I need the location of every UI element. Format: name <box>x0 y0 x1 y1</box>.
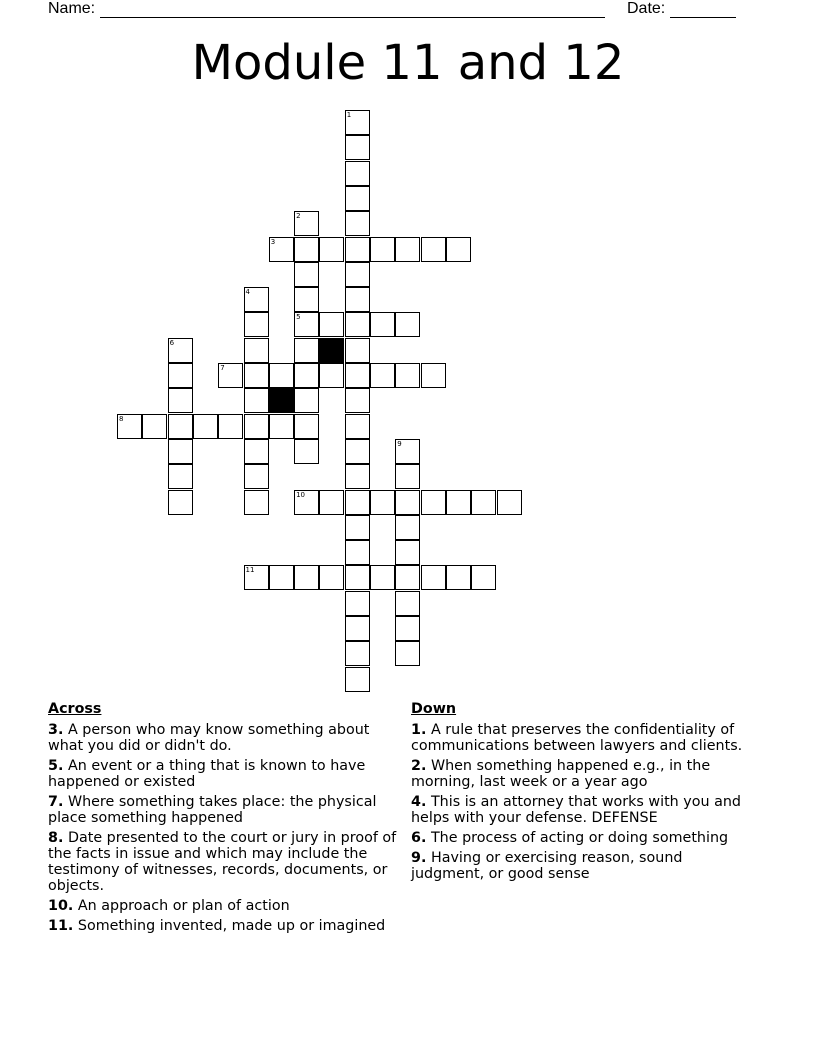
clue-number-label: 10 <box>296 490 306 499</box>
across-clue <box>48 758 398 790</box>
grid-cell[interactable] <box>370 363 395 388</box>
grid-cell[interactable] <box>294 439 319 464</box>
clue-text: A person who may know something about what you did or didn't do. <box>48 722 370 754</box>
grid-cell[interactable] <box>395 363 420 388</box>
down-clue <box>411 722 751 754</box>
grid-cell[interactable] <box>345 211 370 236</box>
grid-cell[interactable] <box>345 439 370 464</box>
clue-number: 4. <box>411 794 427 810</box>
down-clue <box>411 830 751 846</box>
grid-cell[interactable] <box>294 211 319 236</box>
clue-number: 9. <box>411 850 427 866</box>
clue-text: This is an attorney that works with you and helps with your defense. DEFENSE <box>411 794 741 826</box>
grid-cell[interactable] <box>168 388 193 413</box>
date-label: Date: <box>627 0 666 17</box>
across-clue <box>48 830 398 894</box>
grid-cell[interactable] <box>395 616 420 641</box>
clue-number: 11. <box>48 918 74 934</box>
grid-cell[interactable] <box>142 414 167 439</box>
grid-cell[interactable] <box>294 287 319 312</box>
grid-cell[interactable] <box>168 338 193 363</box>
clue-number: 10. <box>48 898 74 914</box>
grid-cell[interactable] <box>395 591 420 616</box>
grid-cell[interactable] <box>294 414 319 439</box>
grid-cell[interactable] <box>244 388 269 413</box>
clue-number: 6. <box>411 830 427 846</box>
clue-number: 8. <box>48 830 64 846</box>
clue-number-label: 3 <box>270 237 276 246</box>
grid-cell[interactable] <box>395 641 420 666</box>
grid-cell[interactable] <box>345 186 370 211</box>
grid-cell[interactable] <box>345 565 370 590</box>
name-label: Name: <box>48 0 96 17</box>
grid-cell[interactable] <box>345 414 370 439</box>
clue-number-label: 4 <box>245 288 250 297</box>
grid-black-cell <box>319 338 344 363</box>
grid-cell[interactable] <box>319 312 344 337</box>
grid-cell[interactable] <box>168 414 193 439</box>
clue-number: 5. <box>48 758 64 774</box>
grid-cell[interactable] <box>395 515 420 540</box>
grid-cell[interactable] <box>370 312 395 337</box>
across-heading: Across <box>48 701 102 717</box>
grid-cell[interactable] <box>421 363 446 388</box>
grid-cell[interactable] <box>244 338 269 363</box>
across-clue <box>48 722 398 754</box>
grid-cell[interactable] <box>269 565 294 590</box>
grid-cell[interactable] <box>345 591 370 616</box>
grid-cell[interactable] <box>168 439 193 464</box>
grid-cell[interactable] <box>395 540 420 565</box>
clue-number: 3. <box>48 722 64 738</box>
grid-cell[interactable] <box>244 439 269 464</box>
down-clue <box>411 758 751 790</box>
grid-cell[interactable] <box>345 161 370 186</box>
clue-number: 7. <box>48 794 64 810</box>
grid-cell[interactable] <box>345 641 370 666</box>
clue-text: Where something takes place: the physical place something happened <box>48 794 377 826</box>
across-clues <box>48 701 398 938</box>
grid-cell[interactable] <box>168 363 193 388</box>
grid-cell[interactable] <box>244 312 269 337</box>
grid-cell[interactable] <box>319 237 344 262</box>
grid-cell[interactable] <box>345 490 370 515</box>
grid-cell[interactable] <box>345 312 370 337</box>
grid-cell[interactable] <box>497 490 522 515</box>
grid-cell[interactable] <box>370 490 395 515</box>
clue-number-label: 1 <box>346 111 352 119</box>
grid-cell[interactable] <box>395 565 420 590</box>
grid-cell[interactable] <box>395 237 420 262</box>
grid-cell[interactable] <box>395 439 420 464</box>
down-clue <box>411 850 751 882</box>
down-heading: Down <box>411 701 457 717</box>
grid-cell[interactable] <box>294 237 319 262</box>
grid-cell[interactable] <box>168 464 193 489</box>
grid-cell[interactable] <box>294 262 319 287</box>
grid-cell[interactable] <box>345 363 370 388</box>
grid-cell[interactable] <box>370 565 395 590</box>
grid-cell[interactable] <box>269 363 294 388</box>
grid-cell[interactable] <box>218 363 243 388</box>
grid-cell[interactable] <box>446 565 471 590</box>
grid-cell[interactable] <box>244 565 269 590</box>
grid-cell[interactable] <box>345 540 370 565</box>
down-clues <box>411 701 751 886</box>
grid-cell[interactable] <box>218 414 243 439</box>
clue-text: Something invented, made up or imagined <box>77 918 386 934</box>
grid-cell[interactable] <box>345 135 370 160</box>
across-clue <box>48 794 398 826</box>
grid-cell[interactable] <box>294 312 319 337</box>
clue-number-label: 8 <box>119 414 124 423</box>
grid-cell[interactable] <box>244 464 269 489</box>
grid-cell[interactable] <box>421 237 446 262</box>
grid-cell[interactable] <box>345 262 370 287</box>
clue-number-label: 6 <box>169 338 175 347</box>
clue-text: The process of acting or doing something <box>430 830 729 846</box>
grid-cell[interactable] <box>319 565 344 590</box>
clue-text: Having or exercising reason, sound judgment, or good sense <box>411 850 683 882</box>
grid-cell[interactable] <box>345 338 370 363</box>
grid-cell[interactable] <box>244 414 269 439</box>
clue-number-label: 11 <box>245 566 255 575</box>
grid-cell[interactable] <box>395 312 420 337</box>
grid-cell[interactable] <box>446 237 471 262</box>
grid-cell[interactable] <box>269 237 294 262</box>
grid-cell[interactable] <box>446 490 471 515</box>
grid-black-cell <box>269 388 294 413</box>
grid-cell[interactable] <box>395 464 420 489</box>
grid-cell[interactable] <box>244 363 269 388</box>
page-title: Module 11 and 12 <box>191 35 625 91</box>
clue-text: An event or a thing that is known to have happened or existed <box>48 758 366 790</box>
grid-cell[interactable] <box>345 237 370 262</box>
clue-text: When something happened e.g., in the morning, last week or a year ago <box>411 758 711 790</box>
grid-cell[interactable] <box>294 490 319 515</box>
grid-cell[interactable] <box>117 414 142 439</box>
grid-cell[interactable] <box>345 110 370 135</box>
grid-cell[interactable] <box>421 490 446 515</box>
clue-number-label: 9 <box>397 439 402 448</box>
grid-cell[interactable] <box>168 490 193 515</box>
grid-cell[interactable] <box>345 667 370 692</box>
clue-number-label: 5 <box>296 313 301 322</box>
grid-cell[interactable] <box>269 414 294 439</box>
grid-cell[interactable] <box>294 565 319 590</box>
grid-cell[interactable] <box>421 565 446 590</box>
across-clue <box>48 918 398 934</box>
grid-cell[interactable] <box>471 490 496 515</box>
grid-cell[interactable] <box>319 363 344 388</box>
across-clue <box>48 898 398 914</box>
grid-cell[interactable] <box>370 237 395 262</box>
grid-cell[interactable] <box>244 490 269 515</box>
grid-cell[interactable] <box>345 464 370 489</box>
clue-number: 1. <box>411 722 427 738</box>
grid-cell[interactable] <box>294 363 319 388</box>
grid-cell[interactable] <box>471 565 496 590</box>
clue-number-label: 7 <box>220 364 225 372</box>
clue-text: A rule that preserves the confidentiality of communications between lawyers and clients. <box>411 722 743 754</box>
down-clue <box>411 794 751 826</box>
clue-number: 2. <box>411 758 427 774</box>
grid-cell[interactable] <box>345 287 370 312</box>
clue-text: An approach or plan of action <box>77 898 290 914</box>
grid-cell[interactable] <box>345 388 370 413</box>
grid-cell[interactable] <box>294 388 319 413</box>
grid-cell[interactable] <box>294 338 319 363</box>
grid-cell[interactable] <box>345 616 370 641</box>
grid-cell[interactable] <box>345 515 370 540</box>
grid-cell[interactable] <box>395 490 420 515</box>
grid-cell[interactable] <box>319 490 344 515</box>
grid-cell[interactable] <box>193 414 218 439</box>
clue-text: Date presented to the court or jury in proof of the facts in issue and which may include the testimony of witnesses, records, documents, or objects. <box>48 830 397 894</box>
grid-cell[interactable] <box>244 287 269 312</box>
clue-number-label: 2 <box>296 212 301 221</box>
